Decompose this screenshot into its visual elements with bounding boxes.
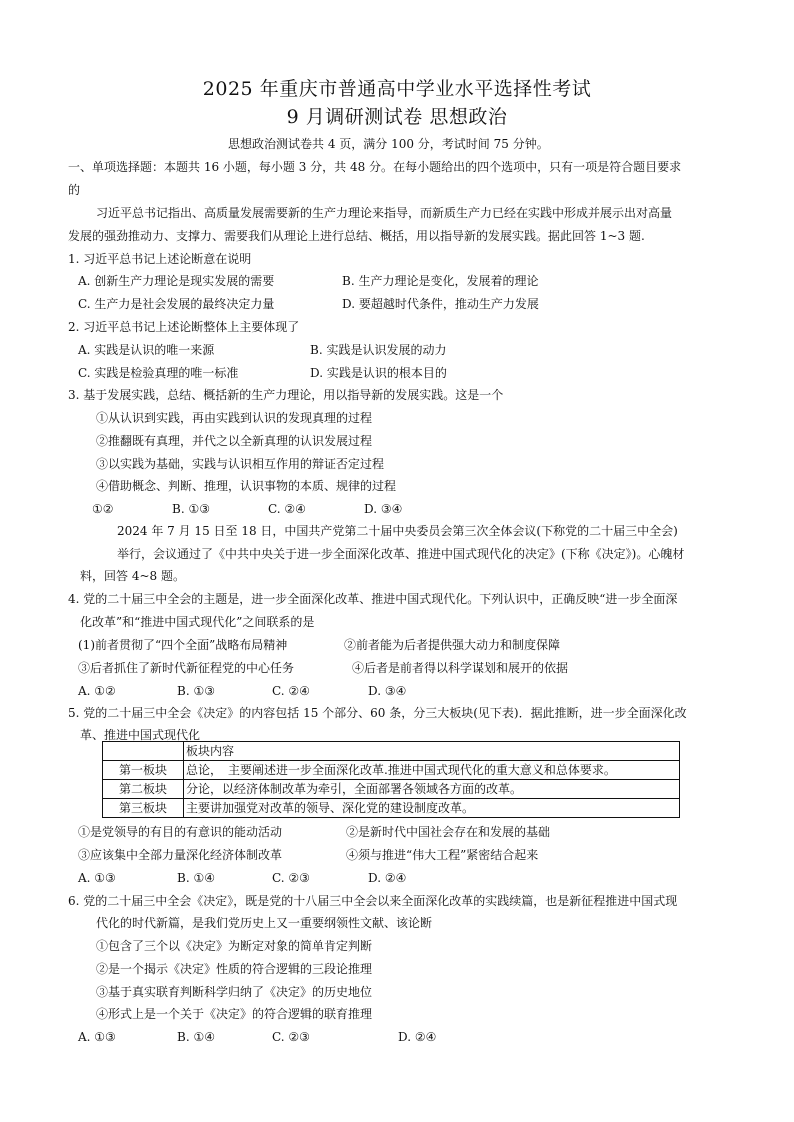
question-5-option-a: A. ①③ bbox=[78, 871, 116, 885]
exam-info: 思想政治测试卷共 4 页，满分 100 分，考试时间 75 分钟。 bbox=[228, 137, 549, 151]
table-cell-content: 主要讲加强党对改革的领导、深化党的建设制度改革。 bbox=[184, 799, 680, 818]
exam-title: 2025 年重庆市普通高中学业水平选择性考试 bbox=[202, 78, 592, 100]
question-6-statement: ①包含了三个以《决定》为断定对象的简单肯定判断 bbox=[96, 939, 373, 953]
question-5-statement: ④须与推进“伟大工程”紧密结合起来 bbox=[346, 848, 539, 862]
question-1-option-d: D. 要超越时代条件，推动生产力发展 bbox=[342, 297, 539, 311]
question-4-option-b: B. ①③ bbox=[177, 684, 215, 698]
question-5-option-d: D. ②④ bbox=[368, 871, 407, 885]
question-3-statement: ①从认识到实践，再由实践到认识的发现真理的过程 bbox=[96, 411, 373, 425]
table-cell-content: 总论， 主要阐述进一步全面深化改革.推进中国式现代化的重大意义和总体要求。 bbox=[184, 761, 680, 780]
material-2-line: 举行，会议通过了《中共中央关于进一步全面深化改革、推进中国式现代化的决定》(下称《决定》)。心魄材 bbox=[117, 547, 685, 561]
question-1-option-a: A. 创新生产力理论是现实发展的需要 bbox=[78, 274, 275, 288]
question-3-statement: ②推翻既有真理，并代之以全新真理的认识发展过程 bbox=[96, 434, 373, 448]
question-2-stem: 2. 习近平总书记上述论断整体上主要体现了 bbox=[68, 320, 300, 334]
question-4-option-c: C. ②④ bbox=[272, 684, 310, 698]
question-6-statement: ④形式上是一个关于《决定》的符合逻辑的联育推理 bbox=[96, 1007, 373, 1021]
question-6-option-b: B. ①④ bbox=[177, 1030, 215, 1044]
material-2-line: 2024 年 7 月 15 日至 18 日，中国共产党第二十届中央委员会第三次全体会议(下称党的二十届三中全会) bbox=[117, 524, 678, 538]
table-cell-section: 第一板块 bbox=[103, 761, 184, 780]
question-5-statement: ①是党领导的有目的有意识的能动活动 bbox=[78, 825, 283, 839]
table-row bbox=[103, 761, 680, 780]
question-5-stem: 5. 党的二十届三中全会《决定》的内容包括 15 个部分、60 条，分三大板块(见下表)．据此推断，进一步全面深化改 bbox=[68, 706, 687, 720]
material-2-line: 料，回答 4~8 题。 bbox=[80, 569, 185, 583]
question-3-option-b: B. ①③ bbox=[172, 502, 210, 516]
question-1-stem: 1. 习近平总书记上述论断意在说明 bbox=[68, 252, 252, 266]
question-3-stem: 3. 基于发展实践，总结、概括新的生产力理论，用以指导新的发展实践。这是一个 bbox=[68, 388, 504, 402]
table-header-row bbox=[103, 742, 680, 761]
question-4-statement: ②前者能为后者提供强大动力和制度保障 bbox=[344, 638, 561, 652]
table-header-cell bbox=[103, 742, 184, 761]
question-4-stem-cont: 化改革”和“推进中国式现代化”之间联系的是 bbox=[80, 615, 315, 629]
table-header-cell: 板块内容 bbox=[184, 742, 680, 761]
question-2-option-c: C. 实践是检验真理的唯一标准 bbox=[78, 366, 239, 380]
section-intro: 一、单项选择题：本题共 16 小题，每小题 3 分，共 48 分。在每小题给出的四个选项中，只有一项是符合题目要求 bbox=[68, 160, 682, 174]
question-5-statement: ②是新时代中国社会存在和发展的基础 bbox=[346, 825, 551, 839]
table-cell-content: 分论，以经济体制改革为牵引，全面部署各领域各方面的改革。 bbox=[184, 780, 680, 799]
question-2-option-b: B. 实践是认识发展的动力 bbox=[310, 343, 447, 357]
question-4-option-d: D. ③④ bbox=[368, 684, 407, 698]
question-2-option-a: A. 实践是认识的唯一来源 bbox=[78, 343, 215, 357]
question-1-option-b: B. 生产力理论是变化，发展着的理论 bbox=[342, 274, 539, 288]
question-3-statement: ③以实践为基础，实践与认识相互作用的辩证否定过程 bbox=[96, 457, 385, 471]
section-table bbox=[102, 741, 680, 818]
question-5-stem-cont: 革、推进中国式现代化 bbox=[80, 728, 201, 742]
question-2-option-d: D. 实践是认识的根本目的 bbox=[310, 366, 447, 380]
question-6-stem-cont: 代化的时代新篇，是我们党历史上又一重要纲领性文献、该论断 bbox=[96, 916, 433, 930]
question-6-statement: ②是一个揭示《决定》性质的符合逻辑的三段论推理 bbox=[96, 962, 373, 976]
question-3-option-d: D. ③④ bbox=[364, 502, 403, 516]
table-cell-section: 第二板块 bbox=[103, 780, 184, 799]
table-cell-section: 第三板块 bbox=[103, 799, 184, 818]
question-4-stem: 4. 党的二十届三中全会的主题是，进一步全面深化改革、推进中国式现代化。下列认识中，正确反映“进一步全面深 bbox=[68, 592, 678, 606]
question-4-option-a: A. ①② bbox=[78, 684, 116, 698]
question-3-statement: ④借助概念、判断、推理，认识事物的本质、规律的过程 bbox=[96, 479, 397, 493]
question-6-option-a: A. ①③ bbox=[78, 1030, 116, 1044]
question-6-stem: 6. 党的二十届三中全会《决定》，既是党的十八届三中全会以来全面深化改革的实践续篇，也是新征程推进中国式现 bbox=[68, 894, 678, 908]
question-5-option-b: B. ①④ bbox=[177, 871, 215, 885]
table-row bbox=[103, 799, 680, 818]
question-6-option-c: C. ②③ bbox=[272, 1030, 310, 1044]
question-6-option-d: D. ②④ bbox=[398, 1030, 437, 1044]
question-1-option-c: C. 生产力是社会发展的最终决定力量 bbox=[78, 297, 275, 311]
question-4-statement: (1)前者贯彻了“四个全面”战略布局精神 bbox=[78, 638, 288, 652]
material-1-line: 发展的强劲推动力、支撑力、需要我们从理论上进行总结、概括，用以指导新的发展实践。据此回答 1~3 题. bbox=[68, 229, 645, 243]
question-5-statement: ③应该集中全部力量深化经济体制改革 bbox=[78, 848, 283, 862]
question-4-statement: ④后者是前者得以科学谋划和展开的依据 bbox=[352, 661, 569, 675]
table-row bbox=[103, 780, 680, 799]
section-intro-cont: 的 bbox=[68, 183, 81, 197]
material-1-line: 习近平总书记指出、高质量发展需要新的生产力理论来指导，而新质生产力已经在实践中形成并展示出对高量 bbox=[96, 206, 673, 220]
question-3-option-a: ①② bbox=[92, 502, 114, 516]
exam-subtitle: 9 月调研测试卷 思想政治 bbox=[286, 106, 508, 128]
question-3-option-c: C. ②④ bbox=[268, 502, 306, 516]
question-6-statement: ③基于真实联育判断科学归纳了《决定》的历史地位 bbox=[96, 985, 373, 999]
question-4-statement: ③后者抓住了新时代新征程党的中心任务 bbox=[78, 661, 295, 675]
question-5-option-c: C. ②③ bbox=[272, 871, 310, 885]
